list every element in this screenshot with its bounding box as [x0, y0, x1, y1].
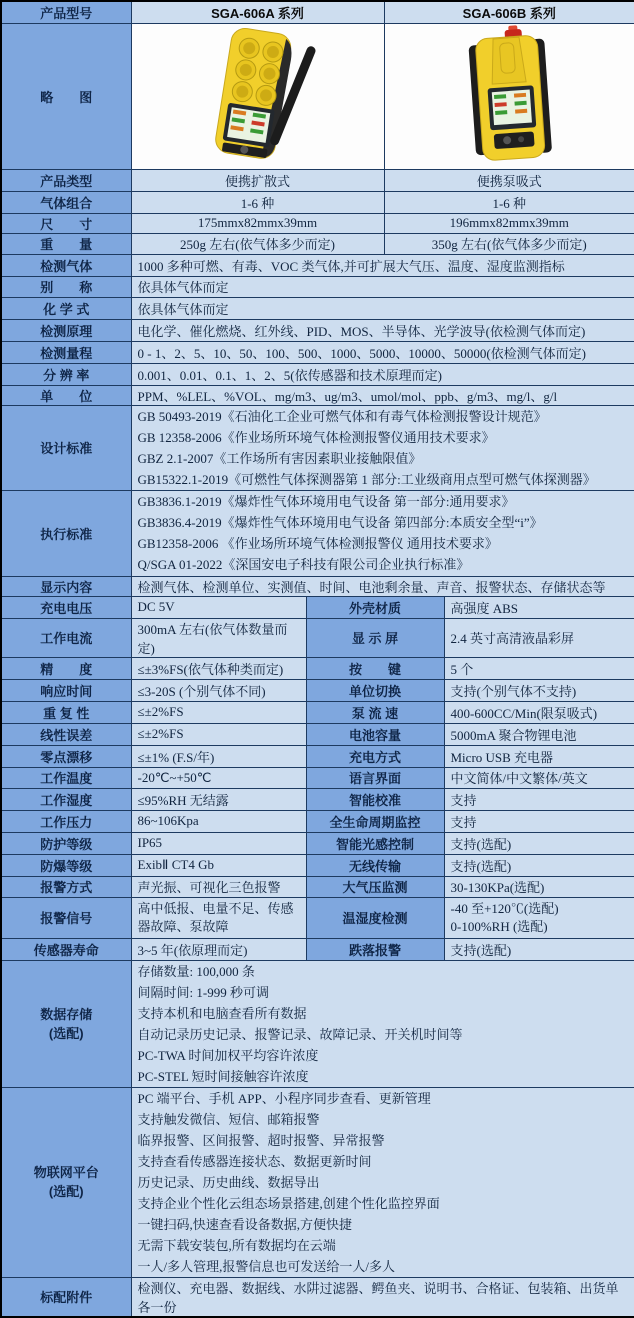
spec-value-b: 350g 左右(依气体多少而定) [384, 233, 634, 254]
spec-value: 检测气体、检测单位、实测值、时间、电池剩余量、声音、报警状态、存储状态等 [131, 576, 634, 596]
spec-row [1, 810, 634, 832]
standard-line: GB 50493-2019《石油化工企业可燃气体和有毒气体检测报警设计规范》 [137, 408, 547, 424]
spec-value: 0 - 1、2、5、10、50、100、500、1000、5000、10000、50000(依检测气体而定) [131, 341, 634, 363]
spec-value-line: -40 至+120℃(选配) [450, 900, 559, 916]
standard-line: GB15322.1-2019《可燃性气体探测器第 1 部分:工业级商用点型可燃气体探测器》 [137, 471, 596, 487]
sketch-cell-a [131, 23, 384, 169]
spec-row [1, 938, 634, 960]
spec-value: 高强度 ABS [444, 596, 634, 618]
spec-value: 中文简体/中文繁体/英文 [444, 767, 634, 788]
spec-label: 温湿度检测 [306, 897, 444, 938]
spec-label: 别 称 [1, 276, 131, 297]
spec-row [1, 297, 634, 319]
spec-value-b: 196mmx82mmx39mm [384, 213, 634, 233]
feature-line: 支持企业个性化云组态场景搭建,创建个性化监控界面 [137, 1195, 440, 1211]
feature-line: 支持触发微信、短信、邮箱报警 [137, 1111, 320, 1127]
spec-value: Micro USB 充电器 [444, 745, 634, 767]
spec-value-a: 250g 左右(依气体多少而定) [131, 233, 384, 254]
spec-value: 3~5 年(依原理而定) [131, 938, 306, 960]
spec-label: 无线传输 [306, 854, 444, 876]
standard-line: GB3836.1-2019《爆炸性气体环境用电气设备 第一部分:通用要求》 [137, 494, 515, 509]
spec-value-a: 便携扩散式 [131, 169, 384, 191]
spec-row [1, 876, 634, 897]
feature-line: 历史记录、历史曲线、数据导出 [137, 1174, 320, 1190]
spec-label: 检测量程 [1, 341, 131, 363]
spec-row [1, 319, 634, 341]
spec-label: 分 辨 率 [1, 363, 131, 385]
standard-line: GB12358-2006 《作业场所环境气体检测报警仪 通用技术要求》 [137, 536, 498, 551]
series-a-title: SGA-606A 系列 [131, 1, 384, 23]
spec-value: 支持(选配) [444, 854, 634, 876]
spec-row [1, 788, 634, 810]
spec-row [1, 723, 634, 745]
spec-value-a: 175mmx82mmx39mm [131, 213, 384, 233]
spec-label-line: 物联网平台 [33, 1165, 99, 1180]
spec-value: 依具体气体而定 [131, 276, 634, 297]
spec-value: 1000 多种可燃、有毒、VOC 类气体,并可扩展大气压、温度、湿度监测指标 [131, 254, 634, 276]
spec-value: 5 个 [444, 657, 634, 679]
spec-row [1, 341, 634, 363]
spec-row [1, 618, 634, 657]
spec-row [1, 233, 634, 254]
spec-label [1, 960, 131, 1087]
spec-label: 电池容量 [306, 723, 444, 745]
spec-value: 依具体气体而定 [131, 297, 634, 319]
spec-label: 产品类型 [1, 169, 131, 191]
spec-row [1, 832, 634, 854]
spec-row [1, 213, 634, 233]
spec-row [1, 745, 634, 767]
spec-label: 显 示 屏 [306, 618, 444, 657]
feature-line: 存储数量: 100,000 条 [137, 963, 255, 979]
product-image-sga-606b [417, 25, 602, 165]
spec-value: ≤±1% (F.S/年) [131, 745, 306, 767]
spec-value: 电化学、催化燃烧、红外线、PID、MOS、半导体、光学波导(依检测气体而定) [131, 319, 634, 341]
spec-label: 报警信号 [1, 897, 131, 938]
spec-label: 外壳材质 [306, 596, 444, 618]
spec-value: 86~106Kpa [131, 810, 306, 832]
spec-row [1, 576, 634, 596]
spec-label: 检测原理 [1, 319, 131, 341]
spec-label-note: (选配) [48, 1184, 84, 1199]
spec-label-line: 数据存储 [40, 1006, 93, 1022]
spec-label: 工作电流 [1, 618, 131, 657]
spec-value-line: 0-100%RH (选配) [450, 918, 548, 934]
spec-label: 大气压监测 [306, 876, 444, 897]
spec-value: 支持 [444, 810, 634, 832]
sketch-row [1, 23, 634, 169]
spec-label: 精 度 [1, 657, 131, 679]
spec-value: 高中低报、电量不足、传感器故障、泵故障 [131, 897, 306, 938]
spec-value: 检测仪、充电器、数据线、水阱过滤器、鳄鱼夹、说明书、合格证、包装箱、出货单各一份 [131, 1277, 634, 1317]
spec-label: 按 键 [306, 657, 444, 679]
spec-label: 充电方式 [306, 745, 444, 767]
standard-line: Q/SGA 01-2022《深国安电子科技有限公司企业执行标准》 [137, 557, 470, 572]
spec-label: 智能校准 [306, 788, 444, 810]
spec-value-b: 便携泵吸式 [384, 169, 634, 191]
sketch-label: 略 图 [1, 23, 131, 169]
spec-value: 5000mA 聚合物锂电池 [444, 723, 634, 745]
product-model-label: 产品型号 [1, 1, 131, 23]
spec-value: IP65 [131, 832, 306, 854]
iot-feature-list [131, 1087, 634, 1277]
spec-value: PPM、%LEL、%VOL、mg/m3、ug/m3、umol/mol、ppb、g/m3、mg/l、g/l [131, 385, 634, 405]
spec-value: 支持(个别气体不支持) [444, 679, 634, 701]
spec-label: 标配附件 [1, 1277, 131, 1317]
spec-value [444, 897, 634, 938]
spec-row [1, 169, 634, 191]
spec-label: 充电电压 [1, 596, 131, 618]
spec-row [1, 701, 634, 723]
spec-label: 泵 流 速 [306, 701, 444, 723]
spec-label: 传感器寿命 [1, 938, 131, 960]
spec-row [1, 679, 634, 701]
header-row [1, 1, 634, 23]
exec-standard-row [1, 490, 634, 576]
spec-label: 尺 寸 [1, 213, 131, 233]
data-storage-list [131, 960, 634, 1087]
spec-value: ≤95%RH 无结露 [131, 788, 306, 810]
spec-label: 工作压力 [1, 810, 131, 832]
spec-label: 检测气体 [1, 254, 131, 276]
spec-label-note: (选配) [48, 1025, 84, 1041]
spec-row [1, 191, 634, 213]
spec-value: 2.4 英寸高清液晶彩屏 [444, 618, 634, 657]
spec-label: 重 复 性 [1, 701, 131, 723]
feature-line: 无需下载安装包,所有数据均在云端 [137, 1237, 336, 1253]
spec-value: 0.001、0.01、0.1、1、2、5(依传感器和技术原理而定) [131, 363, 634, 385]
spec-value: ≤±2%FS [131, 723, 306, 745]
spec-value: ≤3-20S (个别气体不同) [131, 679, 306, 701]
feature-line: 临界报警、区间报警、超时报警、异常报警 [137, 1132, 385, 1148]
spec-label: 防爆等级 [1, 854, 131, 876]
feature-line: PC-STEL 短时间接触容许浓度 [137, 1068, 309, 1084]
feature-line: 自动记录历史记录、报警记录、故障记录、开关机时间等 [137, 1026, 463, 1042]
sketch-cell-b [384, 23, 634, 169]
data-storage-row [1, 960, 634, 1087]
spec-value-a: 1-6 种 [131, 191, 384, 213]
spec-row [1, 596, 634, 618]
standard-line: GB3836.4-2019《爆炸性气体环境用电气设备 第四部分:本质安全型“i”》 [137, 515, 543, 530]
standard-line: GBZ 2.1-2007《工作场所有害因素职业接触限值》 [137, 450, 422, 466]
spec-label: 语言界面 [306, 767, 444, 788]
accessories-row [1, 1277, 634, 1317]
design-standard-list [131, 405, 634, 490]
spec-label [1, 1087, 131, 1277]
spec-label: 智能光感控制 [306, 832, 444, 854]
spec-value: 声光振、可视化三色报警 [131, 876, 306, 897]
spec-row [1, 385, 634, 405]
feature-line: PC 端平台、手机 APP、小程序同步查看、更新管理 [137, 1090, 431, 1106]
feature-line: 一键扫码,快速查看设备数据,方便快捷 [137, 1216, 353, 1232]
spec-label: 单 位 [1, 385, 131, 405]
design-standard-row [1, 405, 634, 490]
spec-label: 重 量 [1, 233, 131, 254]
spec-value: -20℃~+50℃ [131, 767, 306, 788]
spec-label: 全生命周期监控 [306, 810, 444, 832]
spec-label: 防护等级 [1, 832, 131, 854]
feature-line: 支持查看传感器连接状态、数据更新时间 [137, 1153, 372, 1169]
series-b-title: SGA-606B 系列 [384, 1, 634, 23]
spec-value: 30-130KPa(选配) [444, 876, 634, 897]
spec-label: 执行标准 [1, 490, 131, 576]
feature-line: PC-TWA 时间加权平均容许浓度 [137, 1047, 319, 1063]
spec-label: 单位切换 [306, 679, 444, 701]
spec-label: 线性误差 [1, 723, 131, 745]
spec-value: 支持(选配) [444, 938, 634, 960]
feature-line: 间隔时间: 1-999 秒可调 [137, 984, 269, 1000]
standard-line: GB 12358-2006《作业场所环境气体检测报警仪通用技术要求》 [137, 429, 495, 445]
spec-label: 跌落报警 [306, 938, 444, 960]
spec-row [1, 363, 634, 385]
spec-label: 工作湿度 [1, 788, 131, 810]
spec-label: 显示内容 [1, 576, 131, 596]
spec-row [1, 657, 634, 679]
spec-label: 报警方式 [1, 876, 131, 897]
spec-value: 400-600CC/Min(限泵吸式) [444, 701, 634, 723]
feature-line: 一人/多人管理,报警信息也可发送给一人/多人 [137, 1258, 395, 1274]
spec-value: 支持(选配) [444, 832, 634, 854]
spec-value: 300mA 左右(依气体数量而定) [131, 618, 306, 657]
spec-value: ≤±2%FS [131, 701, 306, 723]
spec-value: DC 5V [131, 596, 306, 618]
spec-label: 响应时间 [1, 679, 131, 701]
feature-line: 支持本机和电脑查看所有数据 [137, 1005, 307, 1021]
spec-row [1, 254, 634, 276]
product-image-sga-606a [165, 25, 350, 165]
spec-label: 零点漂移 [1, 745, 131, 767]
spec-value-b: 1-6 种 [384, 191, 634, 213]
spec-value: ≤±3%FS(依气体种类而定) [131, 657, 306, 679]
spec-value: ExibⅡ CT4 Gb [131, 854, 306, 876]
spec-label: 化 学 式 [1, 297, 131, 319]
spec-label: 工作温度 [1, 767, 131, 788]
spec-value: 支持 [444, 788, 634, 810]
spec-label: 气体组合 [1, 191, 131, 213]
spec-row [1, 897, 634, 938]
iot-platform-row [1, 1087, 634, 1277]
spec-label: 设计标准 [1, 405, 131, 490]
exec-standard-list [131, 490, 634, 576]
spec-row [1, 276, 634, 297]
spec-row [1, 767, 634, 788]
spec-row [1, 854, 634, 876]
